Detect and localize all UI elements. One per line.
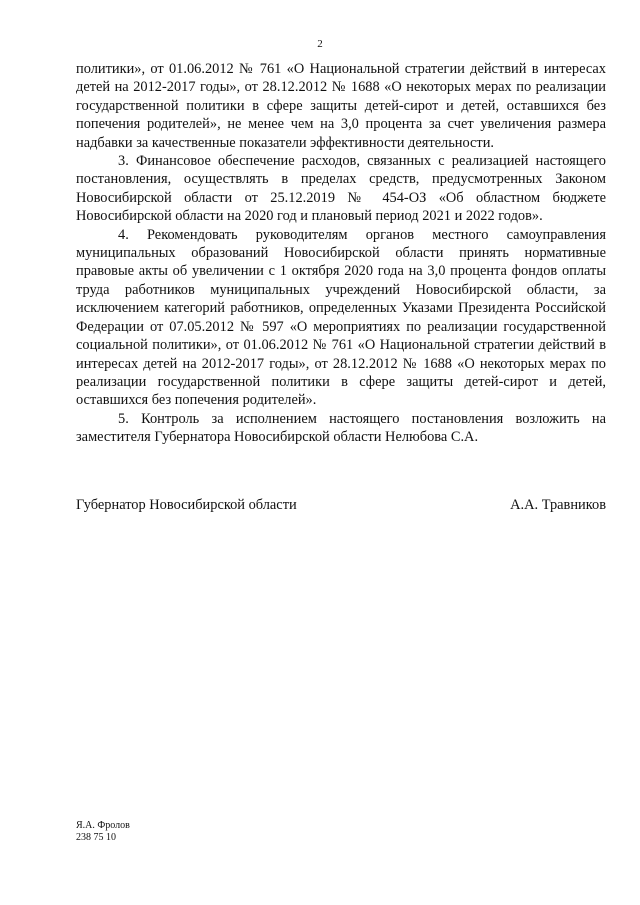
paragraph-4-recommendation: 4. Рекомендовать руководителям органов местного самоуправления муниципальных образований Новосибирской области принять нормативные правовые акты об увеличении с 1 октября 2020 года на 3,0 процента фондов оплаты труда работников муниципальных учреждений Новосибирской области, за исключением категорий работников, определенных Указами Президента Российской Федерации от 07.05.2012 № 597 «О мероприятиях по реализации государственной социальной политики», от 01.06.2012 № 761 «О Национальной стратегии действий в интересах детей на 2012-2017 годы», от 28.12.2012 № 1688 «О некоторых мерах по реализации государственной политики в сфере защиты детей-сирот и детей, оставшихся без попечения родителей». bbox=[76, 226, 606, 409]
signatory-position: Губернатор Новосибирской области bbox=[76, 497, 297, 513]
executor-phone: 238 75 10 bbox=[76, 832, 116, 843]
document-body bbox=[76, 60, 606, 447]
executor-block bbox=[76, 820, 130, 844]
page-number: 2 bbox=[317, 38, 323, 50]
paragraph-5-control: 5. Контроль за исполнением настоящего постановления возложить на заместителя Губернатора Новосибирской области Нелюбова С.А. bbox=[76, 410, 606, 446]
paragraph-continuation: политики», от 01.06.2012 № 761 «О Национальной стратегии действий в интересах детей на 2012-2017 годы», от 28.12.2012 № 1688 «О некоторых мерах по реализации государственной политики в сфере защиты детей-сирот и детей, оставшихся без попечения родителей», не менее чем на 3,0 процента за счет увеличения размера надбавки за качественные показатели эффективности деятельности. bbox=[76, 61, 606, 151]
signatory-name: А.А. Травников bbox=[510, 497, 606, 513]
signature-block bbox=[76, 496, 606, 514]
paragraph-3-financing: 3. Финансовое обеспечение расходов, связанных с реализацией настоящего постановления, осуществлять в пределах средств, предусмотренных Законом Новосибирской области от 25.12.2019 № 454-ОЗ «Об областном бюджете Новосибирской области на 2020 год и плановый период 2021 и 2022 годов». bbox=[76, 153, 606, 225]
executor-name: Я.А. Фролов bbox=[76, 820, 130, 831]
